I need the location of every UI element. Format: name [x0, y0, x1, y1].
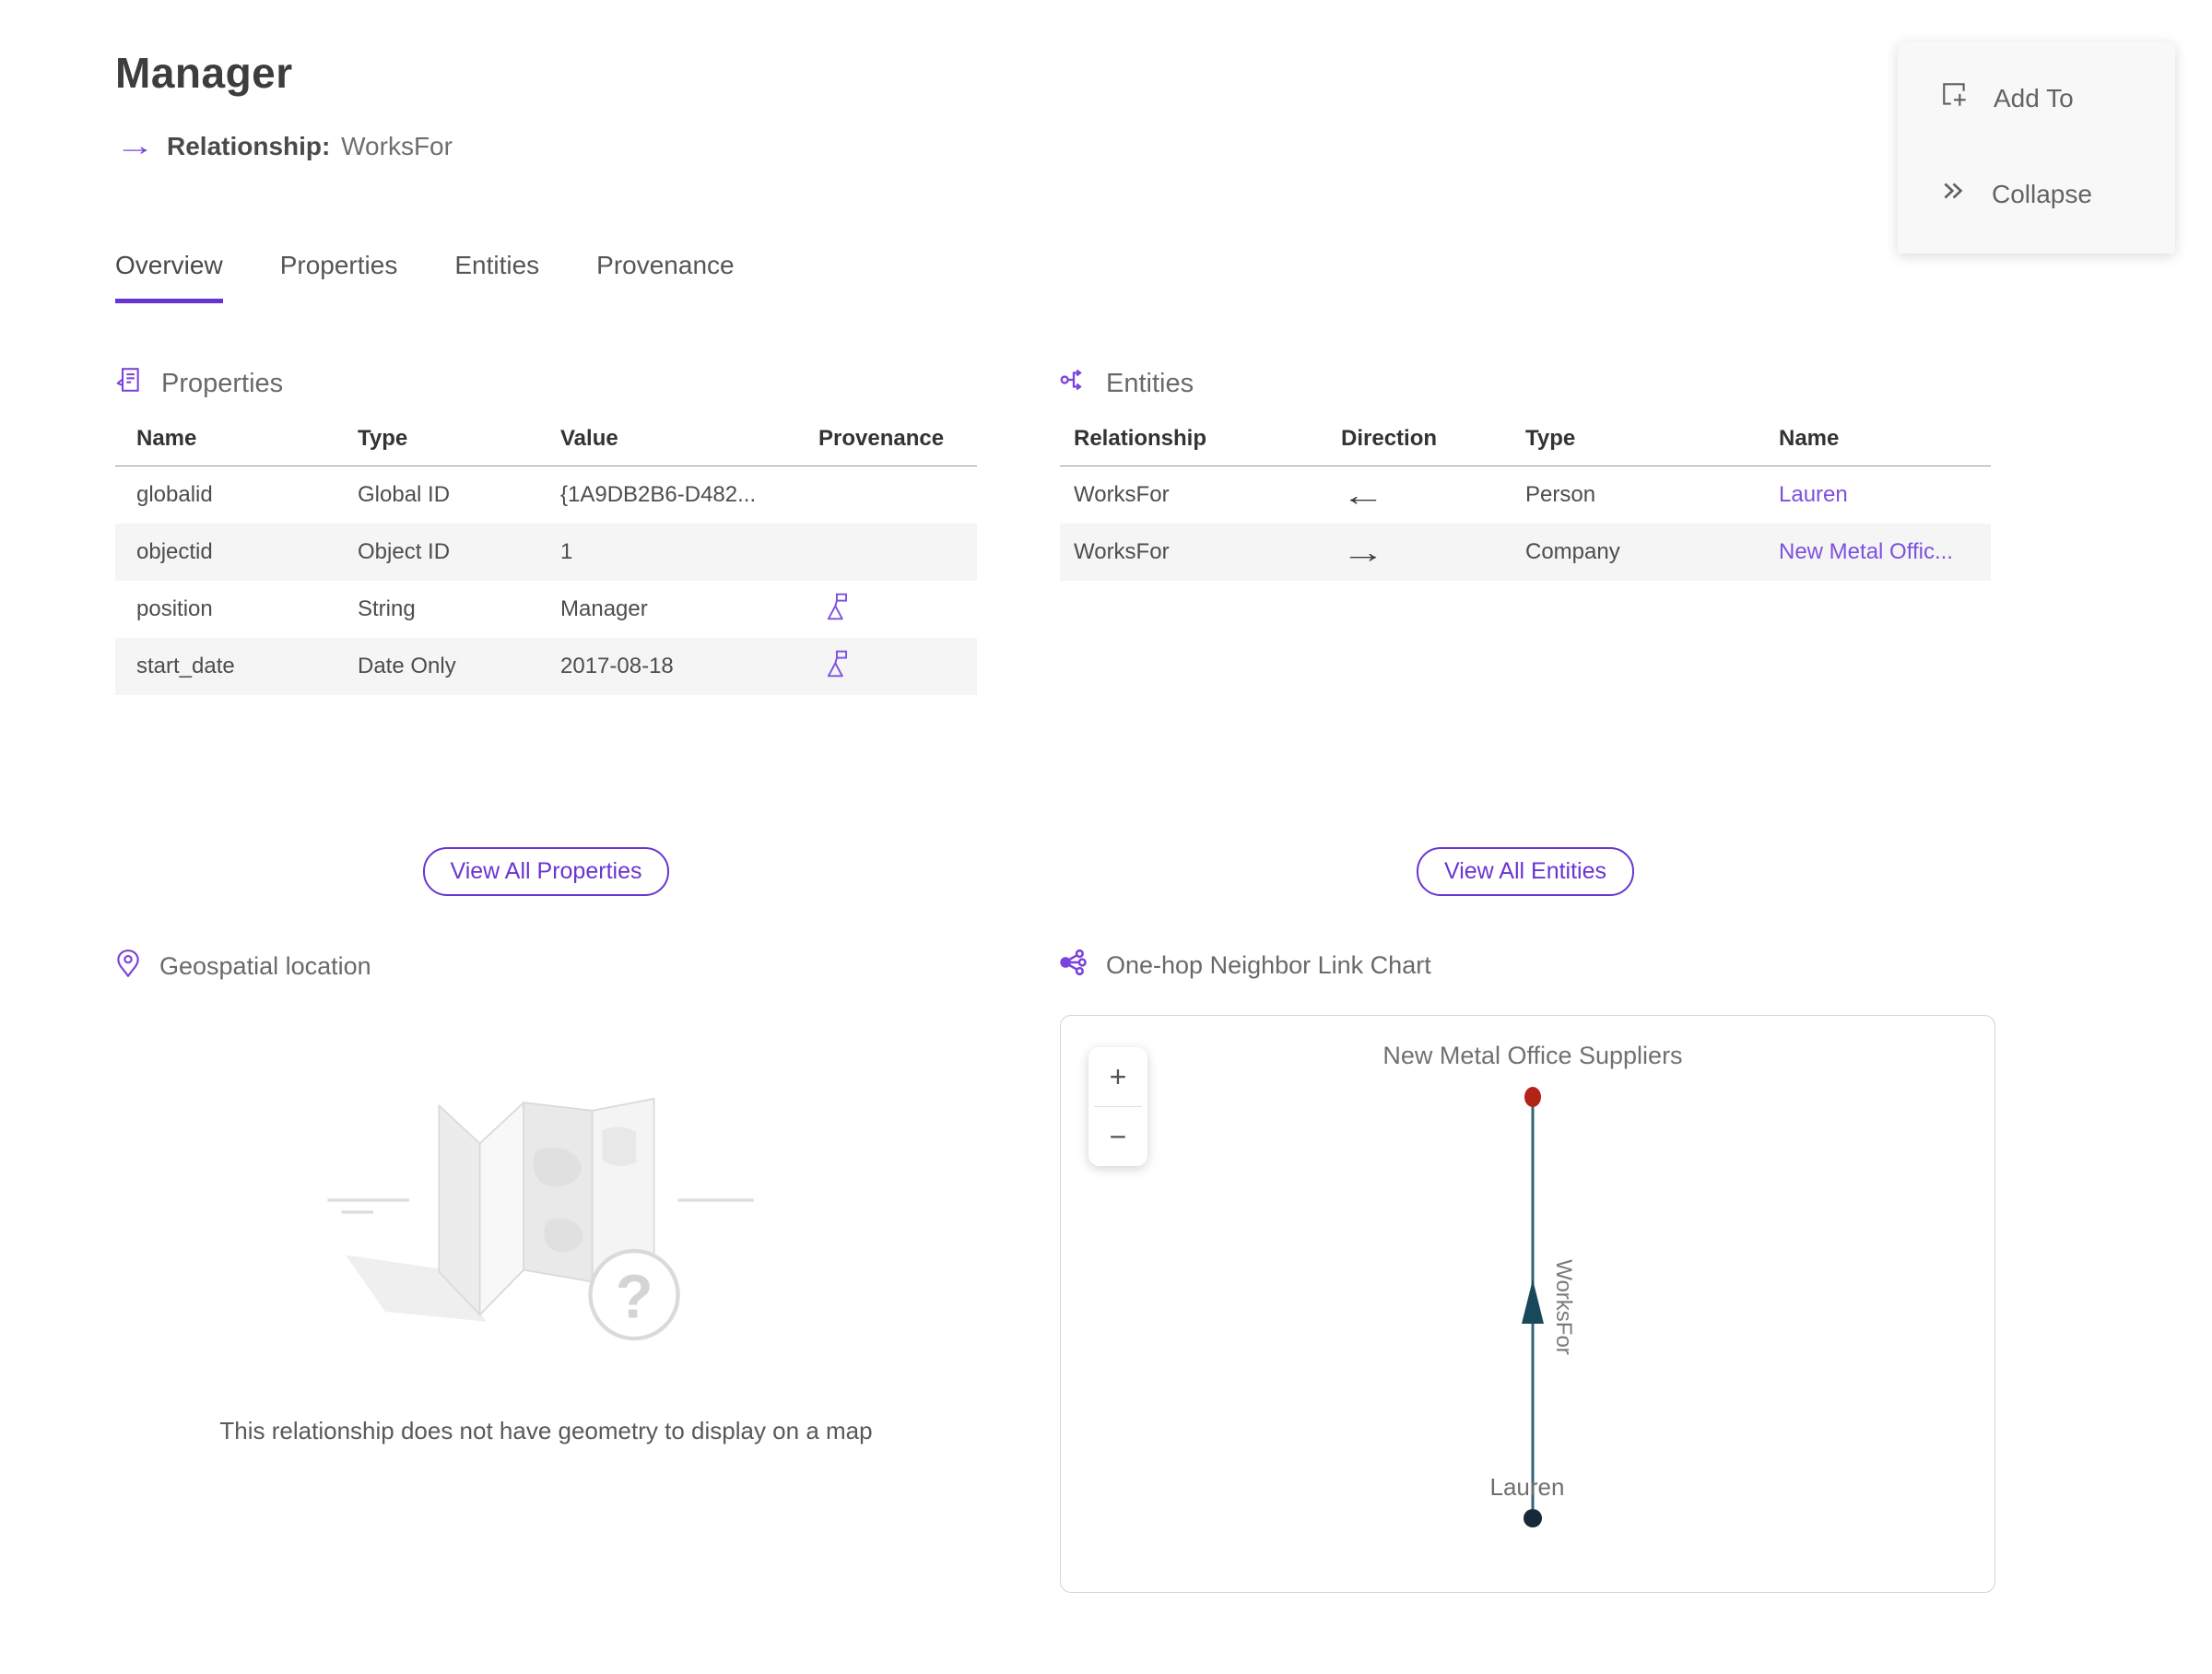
ent-relationship: WorksFor — [1074, 482, 1170, 507]
prop-value: {1A9DB2B6-D482... — [560, 482, 757, 507]
add-to-icon — [1940, 80, 1970, 116]
tab-provenance[interactable]: Provenance — [596, 251, 735, 279]
zoom-in-button[interactable]: + — [1088, 1047, 1147, 1106]
entities-section-header — [1060, 355, 1991, 412]
entity-node-company[interactable] — [1524, 1087, 1541, 1107]
col-value: Value — [560, 426, 618, 451]
link-chart-canvas[interactable] — [1060, 1015, 1995, 1593]
no-geometry-message: This relationship does not have geometry to display on a map — [219, 1417, 873, 1444]
entities-section-title: Entities — [1106, 368, 1194, 398]
prop-type: String — [358, 596, 416, 621]
add-to-label: Add To — [1994, 83, 2074, 112]
properties-section-header — [115, 355, 977, 412]
prop-value: Manager — [560, 596, 648, 621]
entity-node-person[interactable] — [1524, 1509, 1542, 1527]
collapse-button[interactable] — [1940, 177, 2175, 211]
zoom-out-button[interactable]: − — [1088, 1107, 1147, 1166]
prop-name: position — [136, 596, 213, 621]
subtitle-label: Relationship: — [167, 132, 331, 160]
view-all-properties-button[interactable]: View All Properties — [423, 847, 670, 896]
ent-type: Person — [1525, 482, 1596, 507]
col-name: Name — [1779, 426, 1840, 451]
provenance-flag-icon[interactable] — [797, 649, 977, 685]
entities-table — [1060, 412, 1991, 829]
tab-overview[interactable]: Overview — [115, 251, 223, 303]
col-direction: Direction — [1341, 426, 1438, 451]
col-type: Type — [1525, 426, 1576, 451]
view-all-entities-button[interactable]: View All Entities — [1417, 847, 1634, 896]
table-row — [1060, 466, 1991, 524]
linkchart-section-title: One-hop Neighbor Link Chart — [1106, 951, 1431, 979]
map-pin-icon — [115, 949, 141, 984]
col-relationship: Relationship — [1074, 426, 1207, 451]
prop-value: 1 — [560, 539, 573, 564]
table-row — [115, 466, 977, 524]
floating-actions-panel — [1898, 41, 2175, 253]
tab-entities[interactable]: Entities — [454, 251, 540, 279]
collapse-label: Collapse — [1992, 179, 2092, 208]
table-row — [115, 581, 977, 638]
provenance-flag-icon[interactable] — [797, 592, 977, 628]
prop-type: Date Only — [358, 654, 456, 678]
one-hop-link-chart-icon — [1060, 949, 1088, 983]
properties-table-header — [115, 412, 977, 466]
edge-label: WorksFor — [1551, 1259, 1576, 1355]
geospatial-section-title: Geospatial location — [159, 952, 371, 980]
prop-name: globalid — [136, 482, 213, 507]
direction-arrow-icon: → — [1341, 535, 1385, 569]
map-placeholder-illustration — [298, 1059, 795, 1391]
ent-relationship: WorksFor — [1074, 539, 1170, 564]
properties-section-title: Properties — [161, 368, 284, 398]
prop-value: 2017-08-18 — [560, 654, 674, 678]
col-type: Type — [358, 426, 408, 451]
entities-icon — [1060, 366, 1088, 401]
relationship-arrow-icon: → — [115, 131, 156, 161]
zoom-control — [1088, 1047, 1147, 1166]
node-label: New Metal Office Suppliers — [1382, 1042, 1683, 1069]
tab-properties[interactable]: Properties — [279, 251, 398, 279]
subtitle-value: WorksFor — [341, 132, 453, 160]
subtitle-text — [167, 132, 453, 161]
geospatial-panel — [115, 1015, 977, 1605]
prop-name: objectid — [136, 539, 213, 564]
double-chevron-right-icon — [1940, 177, 1968, 211]
edge-arrowhead — [1522, 1279, 1544, 1324]
table-row — [115, 638, 977, 695]
node-label: Lauren — [1489, 1473, 1565, 1501]
entity-link[interactable]: Lauren — [1779, 482, 1848, 507]
prop-name: start_date — [136, 654, 235, 678]
entity-link[interactable]: New Metal Offic... — [1779, 539, 1953, 564]
geospatial-section-header — [115, 914, 977, 984]
tab-bar — [115, 251, 2212, 303]
svg-text:?: ? — [615, 1262, 653, 1332]
col-provenance: Provenance — [818, 426, 945, 451]
link-chart-graph — [1061, 1016, 1994, 1590]
properties-icon — [115, 366, 143, 401]
table-row — [115, 524, 977, 581]
ent-type: Company — [1525, 539, 1620, 564]
entities-table-header — [1060, 412, 1991, 466]
direction-arrow-icon: ← — [1341, 477, 1385, 512]
properties-table — [115, 412, 977, 829]
prop-type: Global ID — [358, 482, 451, 507]
table-row — [1060, 524, 1991, 581]
add-to-button[interactable] — [1940, 80, 2175, 116]
col-name: Name — [136, 426, 197, 451]
page-title: Manager — [115, 49, 293, 97]
prop-type: Object ID — [358, 539, 451, 564]
linkchart-section-header — [1060, 914, 1991, 983]
